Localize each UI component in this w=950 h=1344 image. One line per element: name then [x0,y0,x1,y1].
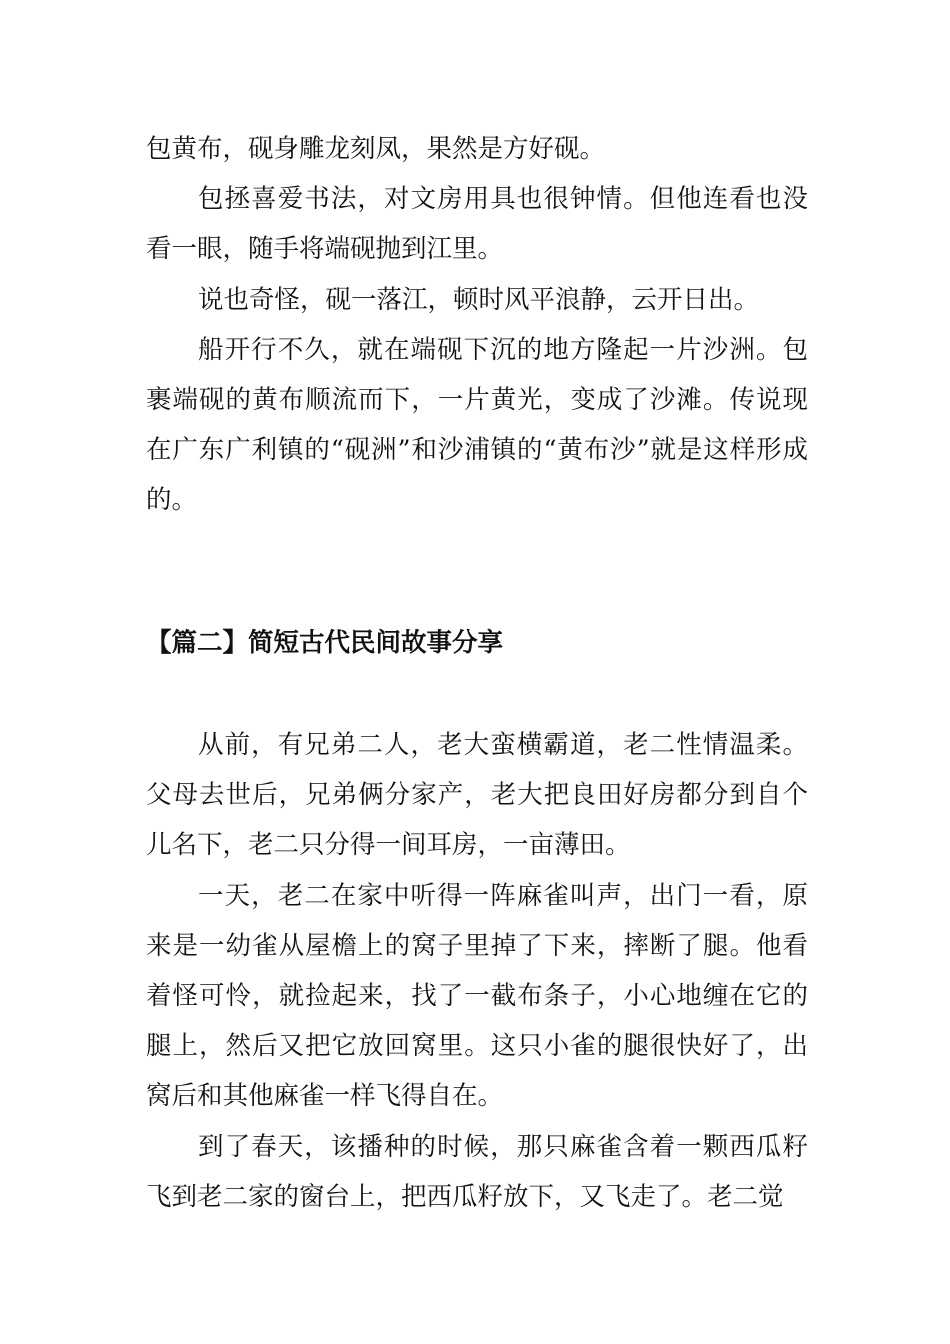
section-heading-block [146,618,808,668]
paragraph: 从前，有兄弟二人，老大蛮横霸道，老二性情温柔。父母去世后，兄弟俩分家产，老大把良田好房都分到自个儿名下，老二只分得一间耳房，一亩薄田。 [146,730,808,861]
story-two-body [146,720,808,1222]
section-heading: 【篇二】简短古代民间故事分享 [146,628,504,658]
paragraph: 包拯喜爱书法，对文房用具也很钟情。但他连看也没看一眼，随手将端砚抛到江里。 [146,184,808,265]
story-one-continuation [146,124,808,526]
paragraph: 包黄布，砚身雕龙刻凤，果然是方好砚。 [146,134,606,164]
paragraph: 说也奇怪，砚一落江，顿时风平浪静，云开日出。 [198,284,760,315]
paragraph: 船开行不久，就在端砚下沉的地方隆起一片沙洲。包裹端砚的黄布顺流而下，一片黄光，变成了沙滩。传说现在广东广利镇的“砚洲”和沙浦镇的“黄布沙”就是这样形成的。 [146,334,808,516]
paragraph: 到了春天，该播种的时候，那只麻雀含着一颗西瓜籽飞到老二家的窗台上，把西瓜籽放下，又飞走了。老二觉 [146,1131,808,1212]
paragraph: 一天，老二在家中听得一阵麻雀叫声，出门一看，原来是一幼雀从屋檐上的窝子里掉了下来，摔断了腿。他看着怪可怜，就捡起来，找了一截布条子，小心地缠在它的腿上，然后又把它放回窝里。这只小雀的腿很快好了，出窝后和其他麻雀一样飞得自在。 [146,880,808,1112]
